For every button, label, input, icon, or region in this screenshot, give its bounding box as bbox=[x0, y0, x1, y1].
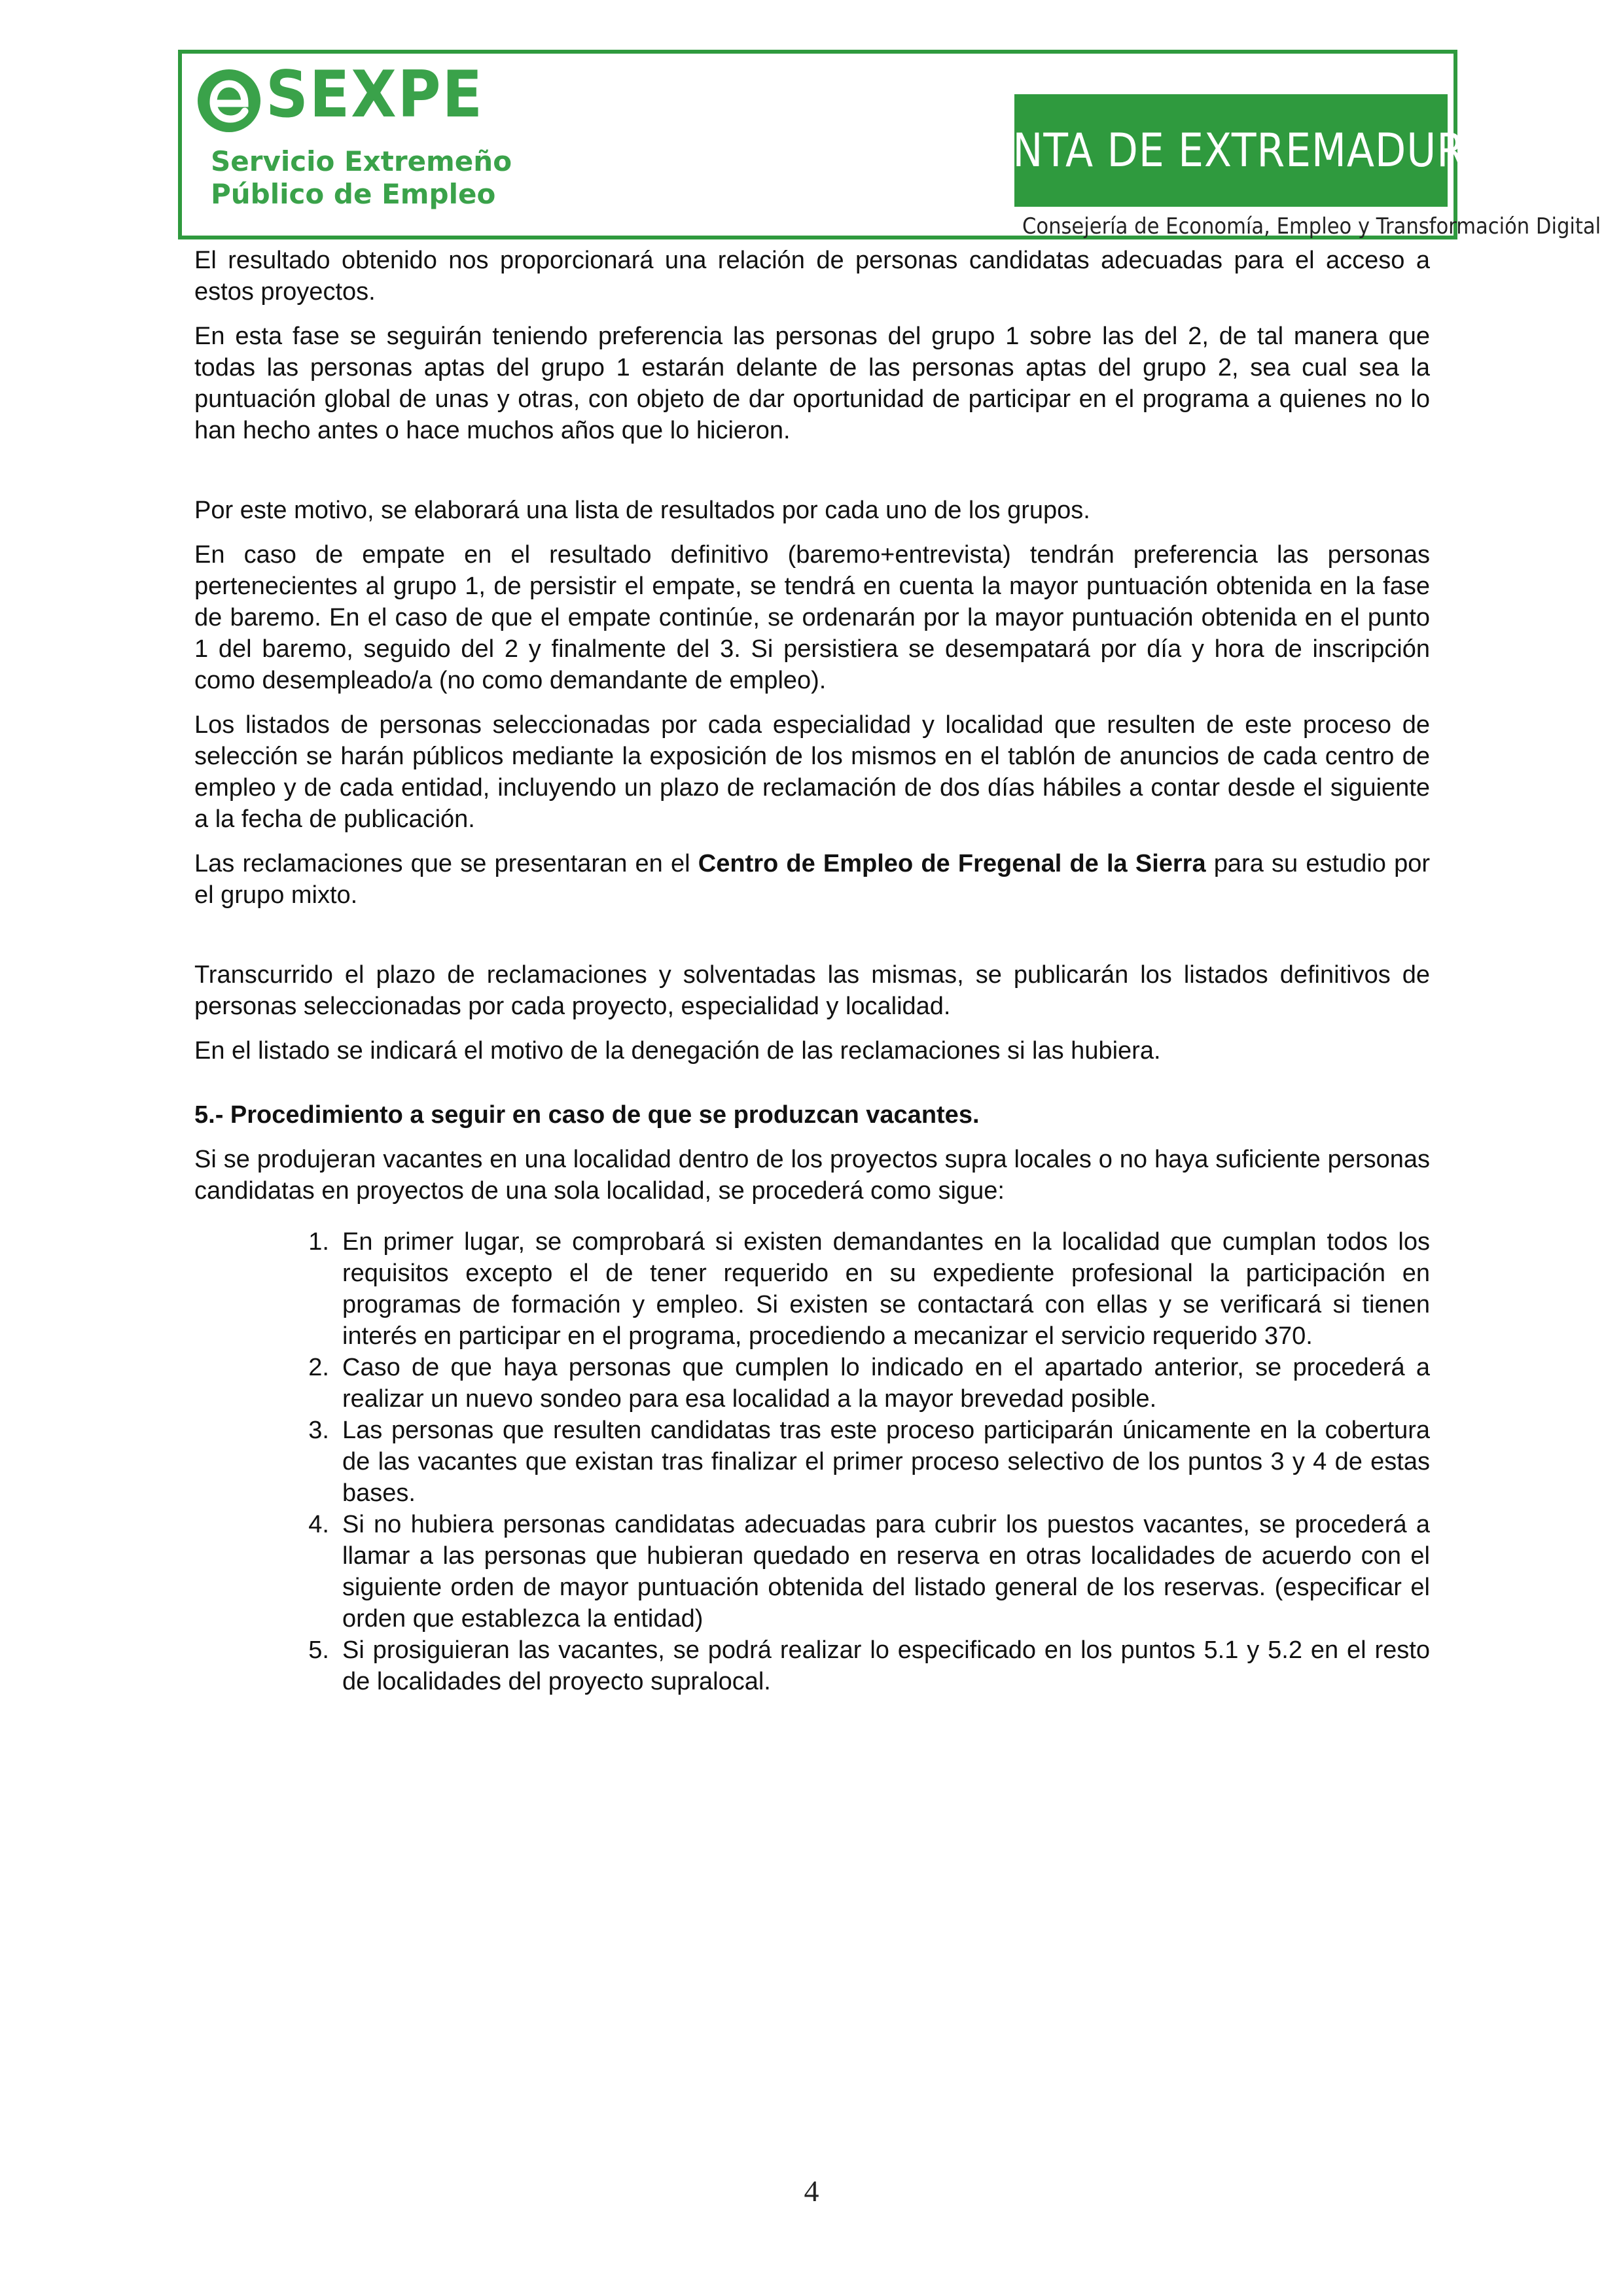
sexpe-e-icon bbox=[196, 68, 262, 133]
list-number: 1. bbox=[308, 1228, 329, 1256]
vacantes-list bbox=[194, 1226, 1430, 1697]
list-text: Si no hubiera personas candidatas adecuadas para cubrir los puestos vacantes, se procederá a llamar a las personas que hubieran quedado en reserva en otras localidades de acuerdo con el siguiente orden de mayor puntuación obtenida del listado general de los reservas. (especificar el orden que establezca la entidad) bbox=[342, 1511, 1430, 1633]
text-span: para su estudio por el grupo mixto. bbox=[194, 850, 1430, 909]
sexpe-tagline-line2: Público de Empleo bbox=[211, 178, 496, 210]
junta-title: JUNTA DE EXTREMADURA bbox=[970, 124, 1492, 177]
list-item bbox=[308, 1226, 1430, 1352]
document-body bbox=[194, 245, 1430, 1697]
paragraph: En el listado se indicará el motivo de la denegación de las reclamaciones si las hubiera. bbox=[194, 1037, 1161, 1065]
paragraph: En caso de empate en el resultado definitivo (baremo+entrevista) tendrán preferencia las personas pertenecientes al grupo 1, de persistir el empate, se tendrá en cuenta la mayor puntuación obtenida en la fase de baremo. En el caso de que el empate continúe, se ordenarán por la mayor puntuación obtenida en el punto 1 del baremo, seguido del 2 y finalmente del 3. Si persistiera se desempatará por día y hora de inscripción como desempleado/a (no como demandante de empleo). bbox=[194, 541, 1430, 694]
junta-logo bbox=[970, 94, 1492, 207]
paragraph: En esta fase se seguirán teniendo preferencia las personas del grupo 1 sobre las del 2, de tal manera que todas las personas aptas del grupo 1 estarán delante de las personas aptas del grupo 2, sea cual sea la puntuación global de unas y otras, con objeto de dar oportunidad de participar en el programa a quienes no lo han hecho antes o hace muchos años que lo hicieron. bbox=[194, 323, 1430, 444]
paragraph: Los listados de personas seleccionadas por cada especialidad y localidad que resulten de este proceso de selección se harán públicos mediante la exposición de los mismos en el tablón de anuncios de cada centro de empleo y de cada entidad, incluyendo un plazo de reclamación de dos días hábiles a contar desde el siguiente a la fecha de publicación. bbox=[194, 711, 1430, 833]
list-text: Las personas que resulten candidatas tras este proceso participarán únicamente en la cobertura de las vacantes que existan tras finalizar el primer proceso selectivo de los puntos 3 y 4 de estas bases. bbox=[342, 1417, 1430, 1507]
list-number: 3. bbox=[308, 1417, 329, 1444]
sexpe-tagline-line1: Servicio Extremeño bbox=[211, 145, 512, 177]
paragraph: Si se produjeran vacantes en una localidad dentro de los proyectos supra locales o no haya suficiente personas candidatas en proyectos de una sola localidad, se procederá como sigue: bbox=[194, 1146, 1430, 1205]
paragraph: Transcurrido el plazo de reclamaciones y solventadas las mismas, se publicarán los listados definitivos de personas seleccionadas por cada proyecto, especialidad y localidad. bbox=[194, 961, 1430, 1020]
paragraph-reclamaciones bbox=[194, 848, 1430, 911]
list-number: 2. bbox=[308, 1354, 329, 1381]
list-item bbox=[308, 1352, 1430, 1415]
bold-text: Centro de Empleo de Fregenal de la Sierra bbox=[698, 850, 1206, 877]
list-text: Caso de que haya personas que cumplen lo indicado en el apartado anterior, se procederá a realizar un nuevo sondeo para esa localidad a la mayor brevedad posible. bbox=[342, 1354, 1430, 1413]
page-number: 4 bbox=[804, 2174, 819, 2208]
header-frame bbox=[178, 50, 1601, 239]
section-title: 5.- Procedimiento a seguir en caso de que se produzcan vacantes. bbox=[194, 1101, 980, 1129]
list-text: En primer lugar, se comprobará si existen demandantes en la localidad que cumplan todos los requisitos excepto el de tener requerido en su expediente profesional la participación en programas de formación y empleo. Si existen se contactará con ellas y se verificará si tienen interés en participar en el programa, procediendo a mecanizar el servicio requerido 370. bbox=[342, 1228, 1430, 1350]
text-span: Las reclamaciones que se presentaran en el bbox=[194, 850, 698, 877]
list-text: Si prosiguieran las vacantes, se podrá realizar lo especificado en los puntos 5.1 y 5.2 en el resto de localidades del proyecto supralocal. bbox=[342, 1636, 1430, 1695]
list-item bbox=[308, 1634, 1430, 1697]
paragraph: Por este motivo, se elaborará una lista de resultados por cada uno de los grupos. bbox=[194, 497, 1090, 524]
paragraph: El resultado obtenido nos proporcionará una relación de personas candidatas adecuadas para el acceso a estos proyectos. bbox=[194, 247, 1430, 306]
list-item bbox=[308, 1415, 1430, 1509]
list-item bbox=[308, 1509, 1430, 1634]
list-number: 5. bbox=[308, 1636, 329, 1664]
list-number: 4. bbox=[308, 1511, 329, 1538]
junta-subtitle: Consejería de Economía, Empleo y Transformación Digital bbox=[1022, 213, 1601, 239]
sexpe-logo bbox=[196, 58, 512, 210]
sexpe-name: SEXPE bbox=[266, 58, 484, 132]
